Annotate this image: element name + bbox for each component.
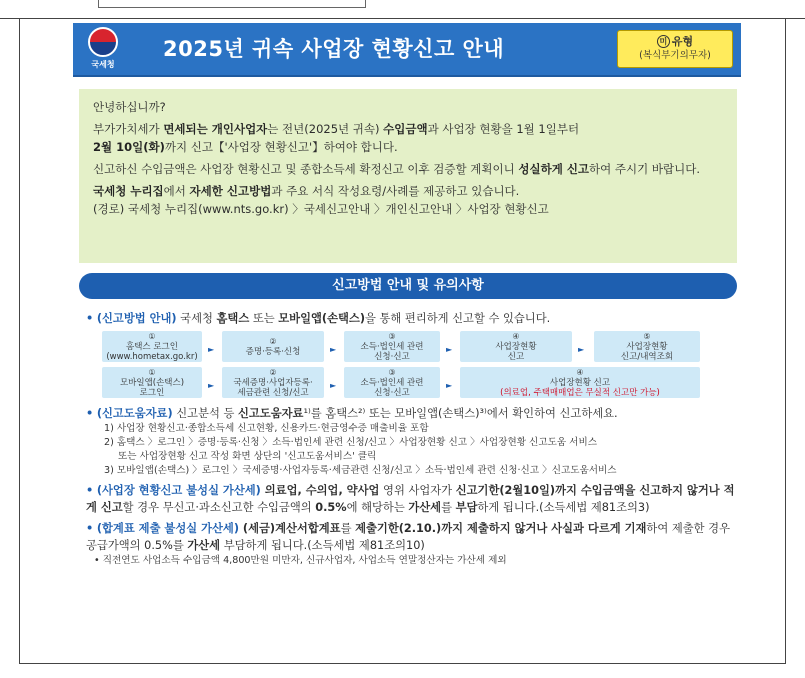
bullet-icon: • xyxy=(86,407,94,420)
help-note-2: 2) 홈택스 〉로그인 〉증명·등록·신청 〉소득·법인세 관련 신청/신고 〉사업장현황 신고 〉사업장현황 신고도움 서비스 xyxy=(104,437,597,448)
flow-box-2-1: ① 모바일앱(손택스) 로그인 xyxy=(102,367,202,398)
help-item: • (신고도움자료) 신고분석 등 신고도움자료¹⁾를 홈택스²⁾ 또는 모바일앱(손택스)³⁾에서 확인하여 신고하세요. 1) 사업장 현황신고·종합소득세 신고현황, 신용카드·현금영수증 매출비율 포함 2) 홈택스 〉로그인 〉증명·등록·신청 〉소득·법인세 관련 신청/신고 〉사업장현황 신고 〉사업장현황 신고도움 서비스 또는 사업장현황 신고 작성 화면 상단의 '신고도움서비스' 클릭 3) 모바일앱(손택스) 〉로그인 〉국세증명·사업자등록·세금관련 신청/신고 〉소득·법인세 관련 신청·신고 〉신고도움서비스 xyxy=(86,405,736,478)
help-note-1: 1) 사업장 현황신고·종합소득세 신고현황, 신용카드·현금영수증 매출비율 포함 xyxy=(104,423,429,434)
method-label: (신고방법 안내) xyxy=(96,312,177,325)
flow-box-1-3: ③ 소득·법인세 관련 신청·신고 xyxy=(344,331,440,362)
intro-paragraph-3: 국세청 누리집에서 자세한 신고방법과 주요 서식 작성요령/사례를 제공하고 있습니다. xyxy=(93,184,520,198)
flow-box-1-1: ① 홈택스 로그인 (www.hometax.go.kr) xyxy=(102,331,202,362)
flow-diagram xyxy=(98,331,736,401)
content-area xyxy=(86,310,736,572)
badge-mark: 미 xyxy=(657,35,670,48)
nts-logo xyxy=(79,27,127,73)
bullet-icon: • xyxy=(86,312,94,325)
penalty1-label: (사업장 현황신고 불성실 가산세) xyxy=(96,484,261,497)
bullet-icon: • xyxy=(86,522,94,535)
flow-box-2-3: ③ 소득·법인세 관련 신청·신고 xyxy=(344,367,440,398)
bullet-icon: • xyxy=(86,484,94,497)
method-item: • (신고방법 안내) 국세청 홈택스 또는 모바일앱(손택스)을 통해 편리하게 신고할 수 있습니다. xyxy=(86,312,551,325)
intro-path: (경로) 국세청 누리집(www.nts.go.kr) 〉국세신고안내 〉개인신고안내 〉사업장 현황신고 xyxy=(93,202,549,216)
arrow-icon: ► xyxy=(330,345,337,354)
help-note-2b: 또는 사업장현황 신고 작성 화면 상단의 '신고도움서비스' 클릭 xyxy=(118,451,377,462)
help-note-3: 3) 모바일앱(손택스) 〉로그인 〉국세증명·사업자등록·세금관련 신청/신고 〉소득·법인세 관련 신청·신고 〉신고도움서비스 xyxy=(104,465,617,476)
arrow-icon: ► xyxy=(578,345,585,354)
flow-box-2-2: ② 국세증명·사업자등록· 세금관련 신청/신고 xyxy=(222,367,324,398)
logo-text: 국세청 xyxy=(91,60,115,69)
arrow-icon: ► xyxy=(446,345,453,354)
help-label: (신고도움자료) xyxy=(96,407,173,420)
penalty2-label: (합계표 제출 불성실 가산세) xyxy=(96,522,239,535)
flow-box-1-4: ④ 사업장현황 신고 xyxy=(460,331,572,362)
arrow-icon: ► xyxy=(208,345,215,354)
intro-box xyxy=(79,89,737,263)
flow-box-2-4: ④ 사업장현황 신고 (의료업, 주택매매업은 무실적 신고만 가능) xyxy=(460,367,700,398)
penalty2-note: • 직전연도 사업소득 수입금액 4,800만원 미만자, 신규사업자, 사업소득 연말정산자는 가산세 제외 xyxy=(94,555,507,566)
penalty1-item: • (사업장 현황신고 불성실 가산세) 의료업, 수의업, 약사업 영위 사업자가 신고기한(2월10일)까지 수입금액을 신고하지 않거나 적게 신고할 경우 무신고·과소신고한 수입금액의 0.5%에 해당하는 가산세를 부담하게 됩니다.(소득세법 제81조의3) xyxy=(86,484,735,514)
top-tab-box xyxy=(98,0,366,8)
greeting: 안녕하십니까? xyxy=(93,100,166,114)
intro-paragraph-2: 신고하신 수입금액은 사업장 현황신고 및 종합소득세 확정신고 이후 검증할 계획이니 성실하게 신고하여 주시기 바랍니다. xyxy=(93,162,700,176)
arrow-icon: ► xyxy=(330,381,337,390)
intro-paragraph-1: 부가가치세가 면세되는 개인사업자는 전년(2025년 귀속) 수입금액과 사업장 현황을 1월 1일부터 2월 10일(화)까지 신고【'사업장 현황신고'】하여야 합니다. xyxy=(93,122,580,154)
taeguk-icon xyxy=(88,27,118,57)
type-badge xyxy=(617,30,733,68)
title-banner xyxy=(73,23,741,77)
badge-main: 유형 xyxy=(671,35,694,48)
section-title: 신고방법 안내 및 유의사항 xyxy=(79,273,737,299)
flow-box-1-5: ⑤ 사업장현황 신고/내역조회 xyxy=(594,331,700,362)
arrow-icon: ► xyxy=(208,381,215,390)
penalty2-item: • (합계표 제출 불성실 가산세) (세금)계산서합계표를 제출기한(2.10.)까지 제출하지 않거나 사실과 다르게 기재하여 제출한 경우 공급가액의 0.5%를 가산세 부담하게 됩니다.(소득세법 제81조의10) • 직전연도 사업소득 수입금액 4,800만원 미만자, 신규사업자, 사업소득 연말정산자는 가산세 제외 xyxy=(86,520,736,568)
badge-sub: (복식부기의무자) xyxy=(639,50,711,61)
flow-box-1-2: ② 증명·등록·신청 xyxy=(222,331,324,362)
page-title: 2025년 귀속 사업장 현황신고 안내 xyxy=(163,37,505,61)
arrow-icon: ► xyxy=(446,381,453,390)
